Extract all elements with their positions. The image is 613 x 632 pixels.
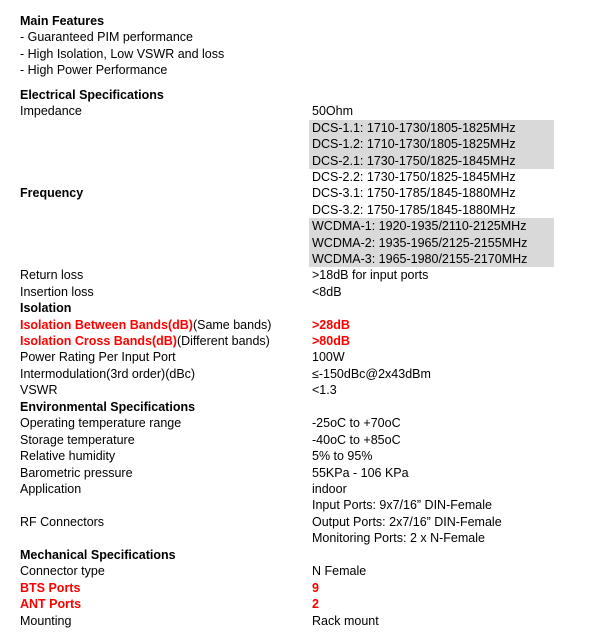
section-heading: Environmental Specifications <box>20 400 196 414</box>
spec-label: Connector type <box>20 564 105 579</box>
frequency-row <box>0 120 613 136</box>
spec-label <box>20 333 270 349</box>
isolation-heading-row <box>0 300 613 316</box>
frequency-row <box>0 218 613 234</box>
electrical-heading-row <box>0 87 613 103</box>
frequency-value: DCS-1.1: 1710-1730/1805-1825MHz <box>312 120 516 135</box>
frequency-row <box>0 136 613 152</box>
spec-label: Operating temperature range <box>20 416 182 431</box>
section-heading: Main Features <box>20 13 105 28</box>
spec-value: -25oC to +70oC <box>312 416 401 431</box>
spec-row-application <box>0 481 613 497</box>
section-heading: Mechanical Specifications <box>20 548 176 562</box>
spec-label: Power Rating Per Input Port <box>20 350 176 365</box>
section-heading: Electrical Specifications <box>20 88 164 102</box>
spec-row-humidity <box>0 448 613 464</box>
spec-row-isolation-cross <box>0 333 613 349</box>
feature-row <box>0 29 613 45</box>
frequency-row <box>0 169 613 185</box>
spec-row-storage-temp <box>0 432 613 448</box>
spec-row-mounting <box>0 613 613 629</box>
frequency-row <box>0 251 613 267</box>
spec-value: 2 <box>312 597 319 612</box>
spec-value: 100W <box>312 350 345 365</box>
spec-value: 55KPa - 106 KPa <box>312 465 409 480</box>
main-features-heading-row <box>0 13 613 29</box>
spec-row-intermodulation <box>0 366 613 382</box>
spec-value: Monitoring Ports: 2 x N-Female <box>312 531 485 546</box>
spec-row-pressure <box>0 465 613 481</box>
spec-value: <1.3 <box>312 383 337 398</box>
spec-row-bts-ports <box>0 580 613 596</box>
spec-value: Output Ports: 2x7/16” DIN-Female <box>312 514 502 529</box>
spec-value: 5% to 95% <box>312 449 373 464</box>
isolation-between-label: Isolation Between Bands(dB) <box>20 317 193 332</box>
spec-value: 50Ohm <box>312 104 353 119</box>
spec-label: Return loss <box>20 268 84 283</box>
spec-row-ant-ports <box>0 596 613 612</box>
frequency-value: DCS-3.2: 1750-1785/1845-1880MHz <box>312 202 516 217</box>
spec-label: Application <box>20 482 82 496</box>
frequency-value: WCDMA-1: 1920-1935/2110-2125MHz <box>312 219 527 234</box>
spec-label: Relative humidity <box>20 449 116 464</box>
spec-value: >28dB <box>312 317 350 332</box>
spec-label <box>20 317 271 333</box>
spec-label: Barometric pressure <box>20 465 133 480</box>
feature-item: - Guaranteed PIM performance <box>20 30 193 45</box>
feature-row <box>0 62 613 78</box>
spec-value: >80dB <box>312 334 350 348</box>
frequency-value: WCDMA-3: 1965-1980/2155-2170MHz <box>312 252 528 266</box>
feature-item: - High Isolation, Low VSWR and loss <box>20 46 225 61</box>
spec-label: Storage temperature <box>20 432 135 447</box>
feature-row <box>0 46 613 62</box>
isolation-cross-label: Isolation Cross Bands(dB) <box>20 334 177 348</box>
frequency-row <box>0 185 613 201</box>
rf-connector-row <box>0 514 613 530</box>
spec-value: >18dB for input ports <box>312 268 429 283</box>
section-heading: Isolation <box>20 301 72 316</box>
spec-value: 9 <box>312 580 319 595</box>
spec-label: Mounting <box>20 613 72 628</box>
spec-label: ANT Ports <box>20 597 82 612</box>
environmental-heading-row <box>0 399 613 415</box>
frequency-value: DCS-2.1: 1730-1750/1825-1845MHz <box>312 153 516 168</box>
frequency-label: Frequency <box>20 186 84 201</box>
spec-label: Intermodulation(3rd order)(dBc) <box>20 366 196 381</box>
spec-value: Input Ports: 9x7/16” DIN-Female <box>312 498 492 513</box>
rf-connector-row <box>0 530 613 546</box>
frequency-value: WCDMA-2: 1935-1965/2125-2155MHz <box>312 235 528 250</box>
frequency-row <box>0 202 613 218</box>
spec-label: VSWR <box>20 383 58 398</box>
spec-row-return-loss <box>0 267 613 283</box>
spec-value: Rack mount <box>312 613 379 628</box>
spec-value: indoor <box>312 482 347 496</box>
spec-label: BTS Ports <box>20 580 81 595</box>
isolation-between-note: (Same bands) <box>192 317 272 332</box>
frequency-value: DCS-2.2: 1730-1750/1825-1845MHz <box>312 170 516 184</box>
feature-item: - High Power Performance <box>20 63 168 78</box>
spec-value: <8dB <box>312 284 342 299</box>
frequency-value: DCS-1.2: 1710-1730/1805-1825MHz <box>312 137 516 152</box>
spec-value: ≤-150dBc@2x43dBm <box>312 366 431 381</box>
mechanical-heading-row <box>0 547 613 563</box>
spec-label: Insertion loss <box>20 284 94 299</box>
spec-row-operating-temp <box>0 415 613 431</box>
frequency-value: DCS-3.1: 1750-1785/1845-1880MHz <box>312 186 516 201</box>
frequency-row <box>0 153 613 169</box>
rf-connector-row <box>0 497 613 513</box>
spec-row-insertion-loss <box>0 284 613 300</box>
spec-row-impedance <box>0 103 613 119</box>
spec-row-isolation-between <box>0 317 613 333</box>
spec-row-connector-type <box>0 563 613 579</box>
frequency-row <box>0 235 613 251</box>
spec-value: N Female <box>312 564 367 579</box>
spec-value: -40oC to +85oC <box>312 432 401 447</box>
spec-row-power-rating <box>0 349 613 365</box>
spec-row-vswr <box>0 382 613 398</box>
spec-label: RF Connectors <box>20 514 105 529</box>
spec-label: Impedance <box>20 104 82 119</box>
isolation-cross-note: (Different bands) <box>176 334 270 348</box>
